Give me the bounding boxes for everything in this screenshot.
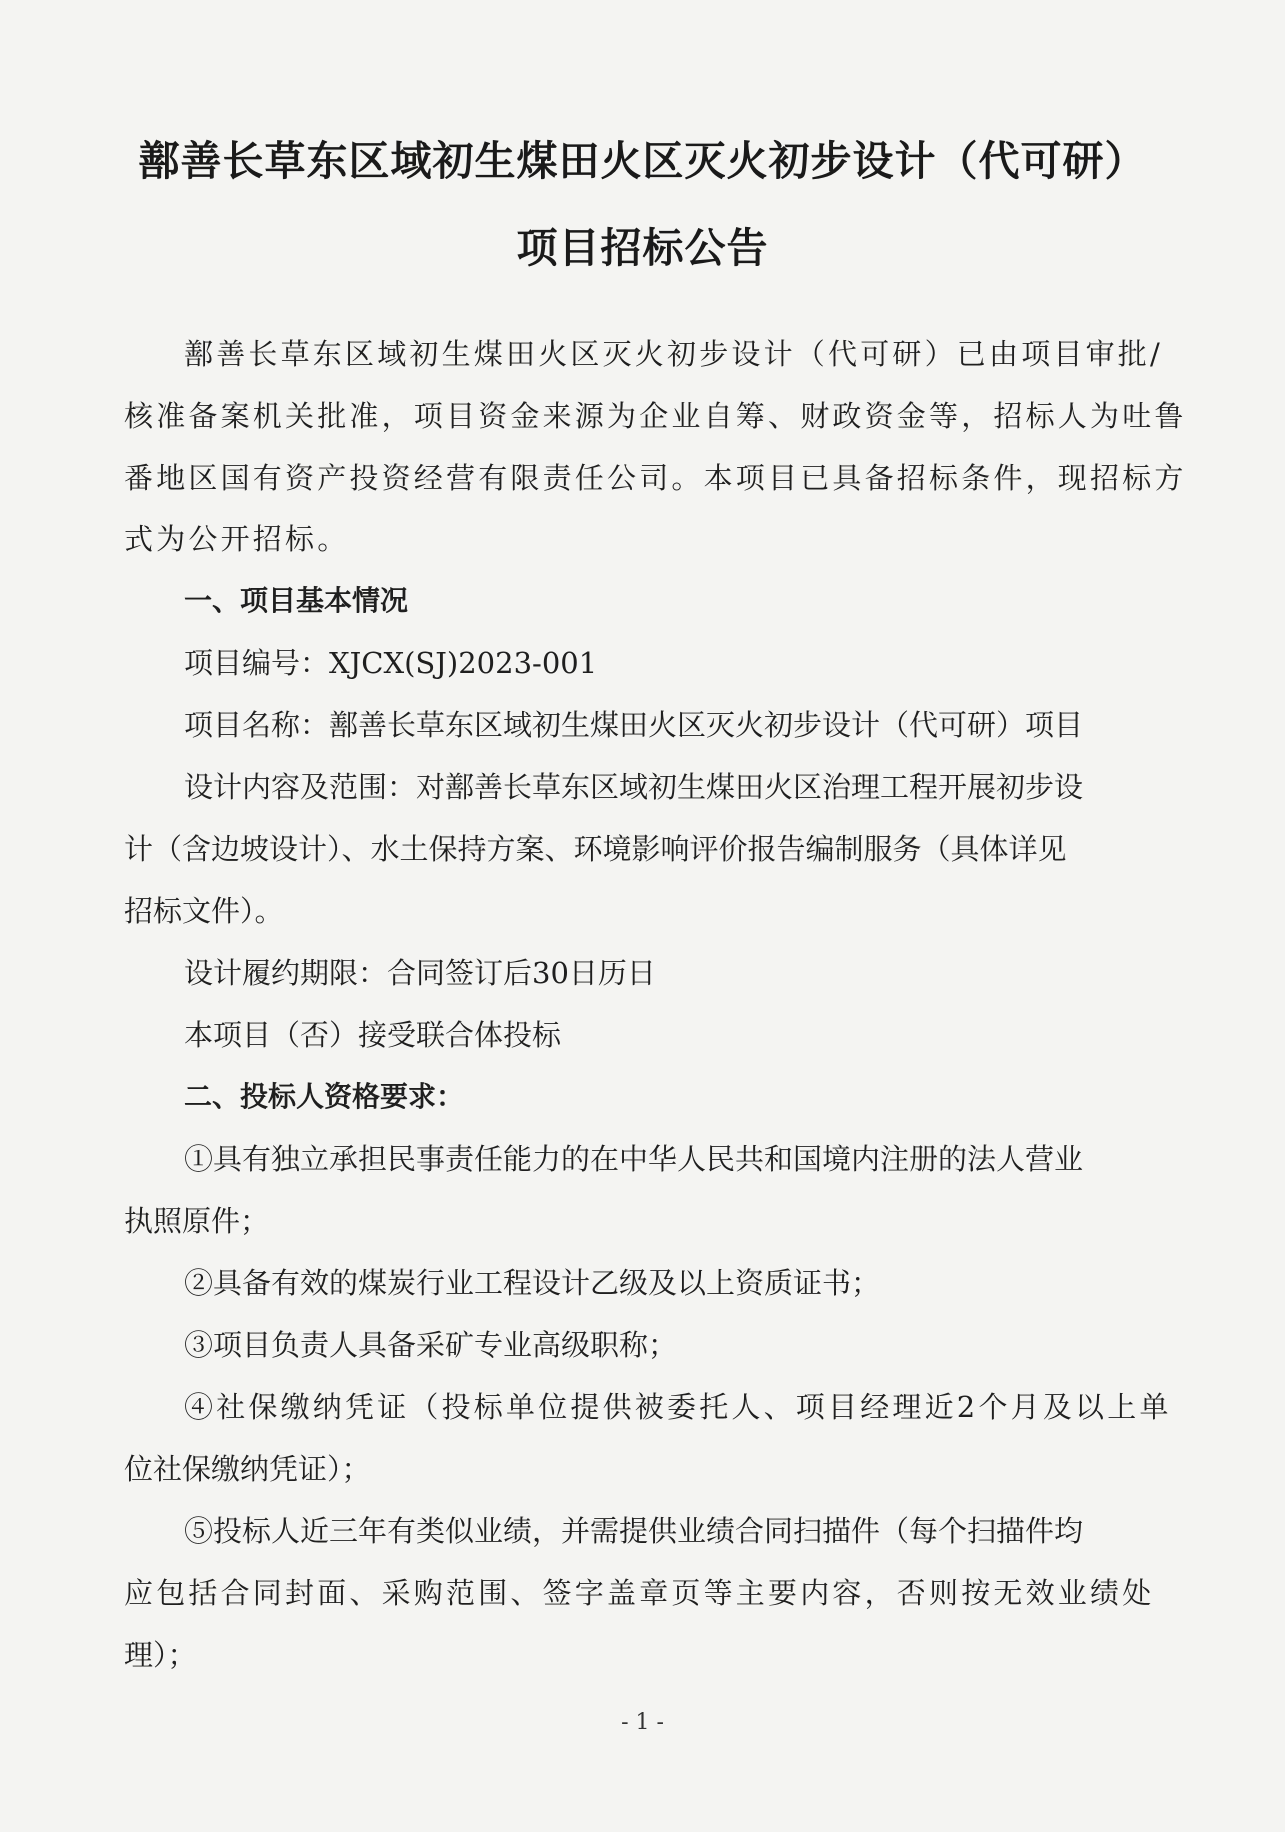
page-number: - 1 - bbox=[621, 1710, 664, 1735]
project-name: 项目名称：鄯善长草东区域初生煤田火区灭火初步设计（代可研）项目 bbox=[184, 708, 1084, 742]
requirement-5-line: ⑤投标人近三年有类似业绩，并需提供业绩合同扫描件（每个扫描件均 bbox=[184, 1514, 1084, 1548]
design-scope-line: 设计内容及范围：对鄯善长草东区域初生煤田火区治理工程开展初步设 bbox=[184, 770, 1084, 804]
requirement-2: ②具备有效的煤炭行业工程设计乙级及以上资质证书； bbox=[184, 1266, 881, 1300]
design-term: 设计履约期限：合同签订后30日历日 bbox=[184, 956, 656, 990]
section-heading-qualifications: 二、投标人资格要求： bbox=[184, 1080, 465, 1113]
intro-paragraph-line: 核准备案机关批准，项目资金来源为企业自筹、财政资金等，招标人为吐鲁 bbox=[124, 399, 1187, 433]
requirement-1-line: 执照原件； bbox=[124, 1204, 270, 1238]
design-scope-line: 计（含边坡设计）、水土保持方案、环境影响评价报告编制服务（具体详见 bbox=[124, 832, 1067, 866]
intro-paragraph-line: 鄯善长草东区域初生煤田火区灭火初步设计（代可研）已由项目审批/ bbox=[184, 337, 1163, 371]
requirement-5-line: 应包括合同封面、采购范围、签字盖章页等主要内容，否则按无效业绩处 bbox=[124, 1576, 1155, 1610]
section-heading-basic-info: 一、项目基本情况 bbox=[184, 584, 409, 617]
project-number: 项目编号：XJCX(SJ)2023-001 bbox=[184, 646, 598, 680]
intro-paragraph-line: 番地区国有资产投资经营有限责任公司。本项目已具备招标条件，现招标方 bbox=[124, 461, 1187, 495]
requirement-4-line: 位社保缴纳凭证）； bbox=[124, 1452, 371, 1486]
requirement-4-line: ④社保缴纳凭证（投标单位提供被委托人、项目经理近2个月及以上单 bbox=[184, 1390, 1172, 1424]
document-title-line1: 鄯善长草东区域初生煤田火区灭火初步设计（代可研） bbox=[138, 137, 1147, 185]
requirement-5-line: 理）； bbox=[124, 1638, 197, 1672]
requirement-1-line: ①具有独立承担民事责任能力的在中华人民共和国境内注册的法人营业 bbox=[184, 1142, 1084, 1176]
design-scope-line: 招标文件）。 bbox=[124, 894, 284, 928]
document-title-line2: 项目招标公告 bbox=[516, 224, 769, 272]
intro-paragraph-line: 式为公开招标。 bbox=[124, 522, 350, 556]
requirement-3: ③项目负责人具备采矿专业高级职称； bbox=[184, 1328, 678, 1362]
consortium-statement: 本项目（否）接受联合体投标 bbox=[184, 1018, 562, 1052]
